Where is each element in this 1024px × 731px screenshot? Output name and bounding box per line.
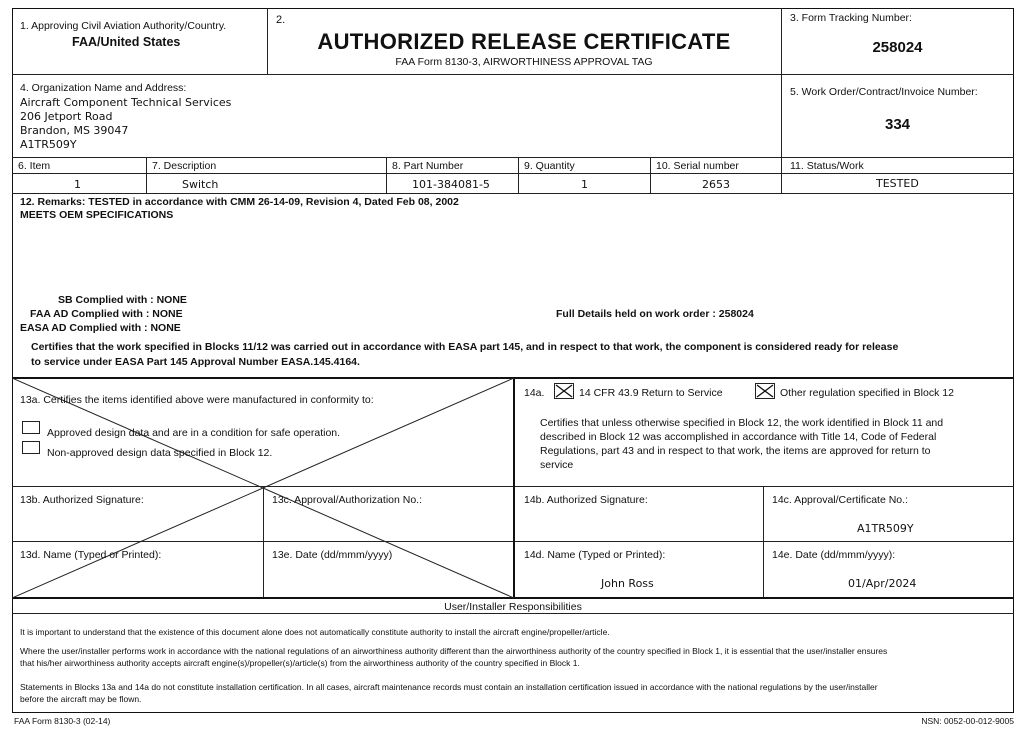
void-cross	[12, 378, 514, 598]
divider	[12, 193, 1014, 194]
divider	[146, 157, 147, 193]
sb-complied: SB Complied with : NONE	[58, 294, 187, 306]
return-to-service-checkbox[interactable]	[554, 383, 574, 399]
user-para-2a: Where the user/installer performs work in accordance with the national regulations of an airworthiness authority different than the airworthiness authority of the country specified in Block 1, it is essential that the user/installer ensures	[20, 646, 888, 656]
other-regulation-checkbox[interactable]	[755, 383, 775, 399]
nsn-footer: NSN: 0052-00-012-9005	[921, 716, 1014, 726]
approval-certificate-number: A1TR509Y	[857, 522, 914, 535]
form-number-footer: FAA Form 8130-3 (02-14)	[14, 716, 111, 726]
other-regulation-label: Other regulation specified in Block 12	[780, 387, 954, 399]
non-approved-design-checkbox[interactable]	[22, 441, 40, 454]
block4-label: 4. Organization Name and Address:	[20, 82, 187, 94]
form-subtitle: FAA Form 8130-3, AIRWORTHINESS APPROVAL TAG	[395, 56, 653, 68]
header-status: 11. Status/Work	[790, 160, 864, 172]
block14b-label: 14b. Authorized Signature:	[524, 494, 648, 506]
cell-part-number: 101-384081-5	[412, 178, 490, 191]
block14e-label: 14e. Date (dd/mmm/yyyy):	[772, 549, 896, 561]
remarks-line2: MEETS OEM SPECIFICATIONS	[20, 209, 174, 221]
full-details: Full Details held on work order : 258024	[556, 308, 754, 320]
org-city: Brandon, MS 39047	[20, 124, 129, 137]
divider	[781, 8, 782, 193]
block14d-label: 14d. Name (Typed or Printed):	[524, 549, 666, 561]
check-x-icon	[756, 384, 774, 398]
block13c-label: 13c. Approval/Authorization No.:	[272, 494, 423, 506]
faa-ad-complied: FAA AD Complied with : NONE	[30, 308, 183, 320]
easa-certification-line1: Certifies that the work specified in Blocks 11/12 was carried out in accordance with EASA part 145, and in respect to that work, the component is considered ready for release	[31, 341, 899, 353]
divider	[386, 157, 387, 193]
cell-item: 1	[74, 178, 81, 191]
header-serial: 10. Serial number	[656, 160, 739, 172]
authority-value: FAA/United States	[72, 35, 181, 49]
remarks-line1: 12. Remarks: TESTED in accordance with CMM 26-14-09, Revision 4, Dated Feb 08, 2002	[20, 196, 459, 208]
block14a-text-1: Certifies that unless otherwise specified in Block 12, the work identified in Block 11 and	[540, 417, 944, 429]
form-title: AUTHORIZED RELEASE CERTIFICATE	[317, 29, 731, 54]
cell-quantity: 1	[581, 178, 588, 191]
easa-ad-complied: EASA AD Complied with : NONE	[20, 322, 181, 334]
divider	[12, 157, 1014, 158]
divider	[763, 486, 764, 597]
block2-label: 2.	[276, 14, 286, 26]
divider	[12, 173, 1014, 174]
easa-certification-line2: to service under EASA Part 145 Approval Number EASA.145.4164.	[31, 356, 360, 368]
header-item: 6. Item	[18, 160, 51, 172]
divider	[518, 157, 519, 193]
header-part-number: 8. Part Number	[392, 160, 464, 172]
block14a-label: 14a.	[524, 387, 545, 399]
non-approved-design-label: Non-approved design data specified in Block 12.	[47, 447, 273, 459]
block13d-label: 13d. Name (Typed or Printed):	[20, 549, 162, 561]
block14c-label: 14c. Approval/Certificate No.:	[772, 494, 908, 506]
cell-serial: 2653	[702, 178, 730, 191]
block14a-text-3: Regulations, part 43 and in respect to that work, the items are approved for return to	[540, 445, 931, 457]
block13b-label: 13b. Authorized Signature:	[20, 494, 144, 506]
user-responsibilities-heading: User/Installer Responsibilities	[444, 601, 582, 613]
org-id: A1TR509Y	[20, 138, 77, 151]
block1-label: 1. Approving Civil Aviation Authority/Country.	[20, 20, 227, 32]
user-para-3b: before the aircraft may be flown.	[20, 694, 142, 704]
divider	[12, 74, 1014, 75]
org-street: 206 Jetport Road	[20, 110, 113, 123]
user-para-1: It is important to understand that the existence of this document alone does not automatically constitute authority to install the aircraft engine/propeller/article.	[20, 627, 610, 637]
block14a-text-2: described in Block 12 was accomplished in accordance with Title 14, Code of Federal	[540, 431, 937, 443]
tracking-number: 258024	[872, 39, 923, 56]
block13e-label: 13e. Date (dd/mmm/yyyy)	[272, 549, 393, 561]
block5-label: 5. Work Order/Contract/Invoice Number:	[790, 86, 978, 98]
header-quantity: 9. Quantity	[524, 160, 575, 172]
block13a-label: 13a. Certifies the items identified above were manufactured in conformity to:	[20, 394, 374, 406]
block14a-text-4: service	[540, 459, 574, 471]
divider	[12, 613, 1014, 614]
work-order-number: 334	[884, 116, 911, 133]
divider	[650, 157, 651, 193]
check-x-icon	[555, 384, 573, 398]
header-description: 7. Description	[152, 160, 217, 172]
approved-design-label: Approved design data and are in a condition for safe operation.	[47, 427, 341, 439]
release-date: 01/Apr/2024	[848, 577, 917, 590]
cell-description: Switch	[182, 178, 219, 191]
signer-name: John Ross	[601, 577, 654, 590]
org-name: Aircraft Component Technical Services	[20, 96, 232, 109]
approved-design-checkbox[interactable]	[22, 421, 40, 434]
cell-status: TESTED	[876, 177, 919, 190]
user-para-2b: that his/her airworthiness authority accepts aircraft engine(s)/propeller(s)/article(s) from the airworthiness authority of the country specified in Block 1.	[20, 658, 580, 668]
return-to-service-label: 14 CFR 43.9 Return to Service	[579, 387, 723, 399]
user-para-3a: Statements in Blocks 13a and 14a do not constitute installation certification. In all cases, aircraft maintenance records must contain an installation certification issued in accordance with the national regulations by the user/installer	[20, 682, 878, 692]
block3-label: 3. Form Tracking Number:	[790, 12, 912, 24]
